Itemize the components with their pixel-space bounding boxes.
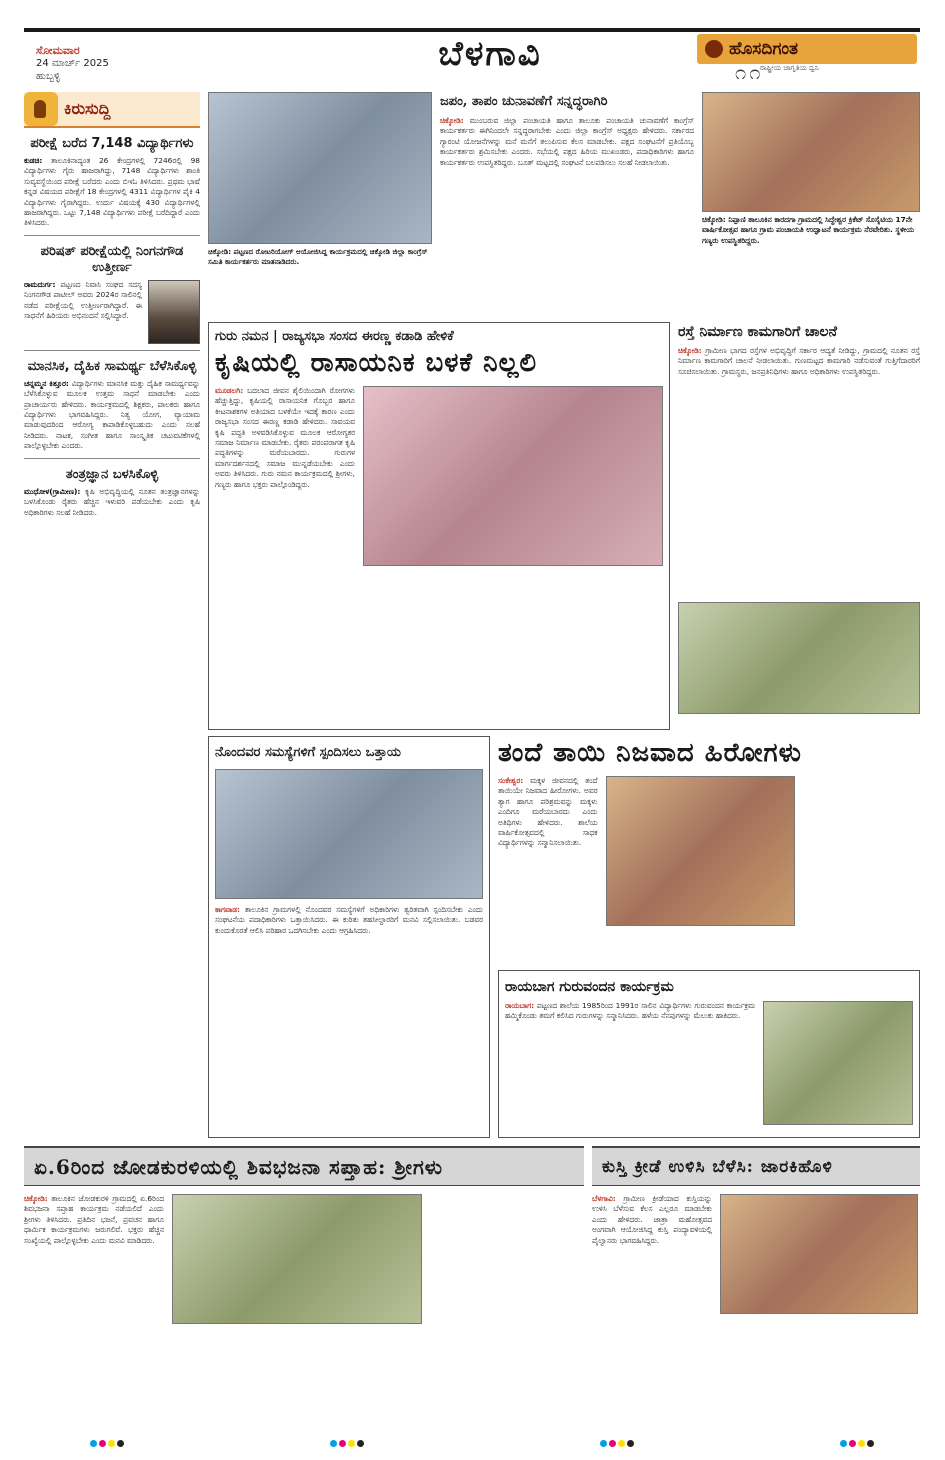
story-text: ಮಕ್ಕಳ ಜೀವನದಲ್ಲಿ ತಂದೆ ತಾಯಿಯೇ ನಿಜವಾದ ಹೀರೋಗಳು. ಅವರ ತ್ಯಾಗ ಹಾಗೂ ಪರಿಶ್ರಮವನ್ನು ಮಕ್ಕಳು ಎಂದಿಗೂ ಮರೆಯಬಾರದು ಎಂದು ಅತಿಥಿಗಳು ಹೇಳಿದರು. ಶಾಲೆಯ ವಾರ್ಷಿಕೋತ್ಸವದಲ್ಲಿ ಸಾಧಕ ವಿದ್ಯಾರ್ಥಿಗಳನ್ನು ಸನ್ಮಾನಿಸಲಾಯಿತು. <box>498 776 598 848</box>
kiru-suddi-column <box>24 92 200 1132</box>
brand-name: ಹೊಸದಿಗಂತ <box>729 39 799 59</box>
band-header <box>24 1146 584 1186</box>
story-text: ಬದಲಾದ ಜೀವನ ಶೈಲಿಯಿಂದಾಗಿ ರೋಗಗಳು ಹೆಚ್ಚುತ್ತಿದ್ದು, ಕೃಷಿಯಲ್ಲಿ ರಾಸಾಯನಿಕ ಗೊಬ್ಬರ ಹಾಗೂ ಕೀಟನಾಶಕಗಳ ಅತಿಯಾದ ಬಳಕೆಯೇ ಇದಕ್ಕೆ ಕಾರಣ ಎಂದು ರಾಜ್ಯಸಭಾ ಸಂಸದ ಈರಣ್ಣ ಕಡಾಡಿ ಹೇಳಿದರು. ಸಾವಯವ ಕೃಷಿ ಪದ್ಧತಿ ಅಳವಡಿಸಿಕೊಳ್ಳುವ ಮೂಲಕ ಆರೋಗ್ಯಕರ ಸಮಾಜ ನಿರ್ಮಾಣ ಮಾಡಬೇಕು. ರೈತರು ಪರಂಪರಾಗತ ಕೃಷಿ ಪದ್ಧತಿಗಳನ್ನು ಮರೆಯಬಾರದು. ಗುರುಗಳ ಮಾರ್ಗದರ್ಶನದಲ್ಲಿ ಸಮಾಜ ಮುನ್ನಡೆಯಬೇಕು ಎಂದು ಅವರು ತಿಳಿಸಿದರು. ಗುರು ನಮನ ಕಾರ್ಯಕ್ರಮದಲ್ಲಿ ಶ್ರೀಗಳು, ಗಣ್ಯರು ಹಾಗೂ ಭಕ್ತರು ಪಾಲ್ಗೊಂಡಿದ್ದರು. <box>215 386 355 489</box>
band-header <box>592 1146 920 1186</box>
brief-body <box>24 156 200 229</box>
story-headline: ತಂದೆ ತಾಯಿ ನಿಜವಾದ ಹಿರೋಗಳು <box>498 738 802 768</box>
brief-title: ಪರೀಕ್ಷೆ ಬರೆದ 7,148 ವಿದ್ಯಾರ್ಥಿಗಳು <box>30 136 194 151</box>
date: 24 ಮಾರ್ಚ್ 2025 <box>36 58 109 69</box>
news-photo <box>215 769 483 899</box>
brief-dateline: ರಾಮದುರ್ಗ: <box>24 279 56 289</box>
story-bhajana <box>24 1146 584 1432</box>
brief-dateline: ಚನ್ನಮ್ಮನ ಕಿತ್ತೂರ: <box>24 378 69 388</box>
story-body <box>215 386 355 686</box>
story-text: ಗ್ರಾಮೀಣ ಭಾಗದ ರಸ್ತೆಗಳ ಅಭಿವೃದ್ಧಿಗೆ ಸರ್ಕಾರ ಆದ್ಯತೆ ನೀಡಿದ್ದು, ಗ್ರಾಮದಲ್ಲಿ ನೂತನ ರಸ್ತೆ ನಿರ್ಮಾಣ ಕಾಮಗಾರಿಗೆ ಚಾಲನೆ ನೀಡಲಾಯಿತು. ಗುಣಮಟ್ಟದ ಕಾಮಗಾರಿ ನಡೆಸುವಂತೆ ಗುತ್ತಿಗೆದಾರರಿಗೆ ಸೂಚಿಸಲಾಯಿತು. ಗ್ರಾಮಸ್ಥರು, ಜನಪ್ರತಿನಿಧಿಗಳು ಹಾಗೂ ಅಧಿಕಾರಿಗಳು ಉಪಸ್ಥಿತರಿದ್ದರು. <box>678 346 920 376</box>
brief-title: ಮಾನಸಿಕ, ದೈಹಿಕ ಸಾಮರ್ಥ್ಯ ಬೆಳೆಸಿಕೊಳ್ಳಿ <box>27 358 197 374</box>
bottom-band <box>24 1146 920 1432</box>
story-headline: ಕೃಷಿಯಲ್ಲಿ ರಾಸಾಯನಿಕ ಬಳಕೆ ನಿಲ್ಲಲಿ <box>215 348 538 378</box>
photo-caption: ಚಿಕ್ಕೋಡಿ: ನಿಪ್ಪಾಣಿ ತಾಲೂಕಿನ ಕಾರದಗಾ ಗ್ರಾಮದಲ್ಲಿ ಸಿದ್ಧೇಶ್ವರ ಕ್ರಿಕೆಟ್ ಸೊಸೈಟಿಯ 17ನೇ ವಾರ್ಷಿಕೋತ್ಸವ ಹಾಗೂ ಗ್ರಾಮ ಪಂಚಾಯತಿ ಉದ್ಘಾಟನೆ ಕಾರ್ಯಕ್ರಮ ನೆರವೇರಿತು. ಸ್ಥಳೀಯ ಗಣ್ಯರು ಉಪಸ್ಥಿತರಿದ್ದರು. <box>702 215 915 245</box>
story-body <box>24 1194 164 1414</box>
divider <box>24 235 200 236</box>
story-tande-body-row <box>498 776 920 946</box>
brief-text: ಕೃಷಿ ಅಭಿವೃದ್ಧಿಯಲ್ಲಿ ನೂತನ ತಂತ್ರಜ್ಞಾನಗಳನ್ನು ಬಳಸಿಕೊಂಡು ರೈತರು ಹೆಚ್ಚಿನ ಇಳುವರಿ ಪಡೆಯಬೇಕು ಎಂದು ಕೃಷಿ ಅಧಿಕಾರಿಗಳು ಸಲಹೆ ನೀಡಿದರು. <box>24 486 200 517</box>
story-dateline: ಸಂಕೇಶ್ವರ: <box>498 776 524 785</box>
kiru-suddi-header <box>24 92 200 128</box>
news-photo <box>363 386 663 566</box>
divider <box>24 458 200 459</box>
story-body-continued <box>430 1194 580 1414</box>
news-photo <box>208 92 432 244</box>
news-photo <box>720 1194 918 1314</box>
story-rayabaga-body-row <box>505 1001 913 1125</box>
divider <box>24 350 200 351</box>
story-dateline: ಚಿಕ್ಕೋಡಿ: <box>678 346 702 355</box>
story-japam <box>440 92 694 316</box>
story-headline: ರಸ್ತೆ ನಿರ್ಮಾಣ ಕಾಮಗಾರಿಗೆ ಚಾಲನೆ <box>678 324 837 340</box>
story-dateline: ಚಿಕ್ಕೋಡಿ: <box>440 116 464 125</box>
story-text: ಮುಂಬರುವ ಜಿಲ್ಲಾ ಪಂಚಾಯತಿ ಹಾಗೂ ತಾಲೂಕು ಪಂಚಾಯತಿ ಚುನಾವಣೆಗೆ ಕಾಂಗ್ರೆಸ್ ಕಾರ್ಯಕರ್ತರು ಈಗಿನಿಂದಲೇ ಸನ್ನದ್ಧರಾಗಬೇಕು ಎಂದು ಜಿಲ್ಲಾ ಕಾಂಗ್ರೆಸ್ ಅಧ್ಯಕ್ಷರು ಹೇಳಿದರು. ಸರ್ಕಾರದ ಗ್ಯಾರಂಟಿ ಯೋಜನೆಗಳನ್ನು ಮನೆ ಮನೆಗೆ ತಲುಪಿಸುವ ಕೆಲಸ ಮಾಡಬೇಕು. ಪಕ್ಷದ ಸಂಘಟನೆಗೆ ಪ್ರತಿಯೊಬ್ಬ ಕಾರ್ಯಕರ್ತರು ಶ್ರಮಿಸಬೇಕು ಎಂದರು. ಸಭೆಯಲ್ಲಿ ಪಕ್ಷದ ಹಿರಿಯ ಮುಖಂಡರು, ಪದಾಧಿಕಾರಿಗಳು ಹಾಗೂ ಕಾರ್ಯಕರ್ತರು ಉಪಸ್ಥಿತರಿದ್ದರು. ಬೂತ್ ಮಟ್ಟದಲ್ಲಿ ಸಂಘಟನೆ ಬಲಪಡಿಸಲು ಸಲಹೆ ನೀಡಲಾಯಿತು. <box>440 116 695 167</box>
registration-marks <box>840 1440 874 1447</box>
story-body <box>505 1001 755 1125</box>
hand-icon <box>24 92 58 126</box>
date-box <box>36 44 166 83</box>
story-dateline: ಕಾಗವಾಡ: <box>215 905 240 914</box>
story-headline: ಜಪಂ, ತಾಪಂ ಚುನಾವಣೆಗೆ ಸನ್ನದ್ಧರಾಗಿರಿ <box>440 94 608 109</box>
masthead <box>0 0 945 86</box>
city-title: ಬೆಳಗಾವಿ <box>438 34 542 74</box>
story-kusti-body-row <box>592 1194 920 1414</box>
story-bhajana-body-row <box>24 1194 584 1414</box>
registration-marks <box>330 1440 364 1447</box>
top-left-photo-block <box>208 92 432 316</box>
photo-caption: ಚಿಕ್ಕೋಡಿ: ಪಟ್ಟಣದ ರೋಟರಿಯೋಗ್ ಆಯೋಜಿಸಿದ್ದ ಕಾರ್ಯಕ್ರಮದಲ್ಲಿ ಚಿಕ್ಕೋಡಿ ಜಿಲ್ಲಾ ಕಾಂಗ್ರೆಸ್ ಸಮಿತಿ ಕಾರ್ಯಕರ್ತರು ಮಾತನಾಡಿದರು. <box>208 247 428 266</box>
story-dateline: ಬೆಳಗಾವಿ: <box>592 1194 616 1203</box>
news-photo <box>172 1194 422 1324</box>
brief-text: ವಿದ್ಯಾರ್ಥಿಗಳು ಮಾನಸಿಕ ಮತ್ತು ದೈಹಿಕ ಸಾಮರ್ಥ್ಯವನ್ನು ಬೆಳೆಸಿಕೊಳ್ಳುವ ಮೂಲಕ ಉತ್ತಮ ಸಾಧನೆ ಮಾಡಬೇಕು ಎಂದು ಪ್ರಾಚಾರ್ಯರು ಹೇಳಿದರು. ಕಾರ್ಯಕ್ರಮದಲ್ಲಿ ಶಿಕ್ಷಕರು, ಪಾಲಕರು ಹಾಗೂ ವಿದ್ಯಾರ್ಥಿಗಳು ಭಾಗವಹಿಸಿದ್ದರು. ನಿತ್ಯ ಯೋಗ, ವ್ಯಾಯಾಮ ಮಾಡುವುದರಿಂದ ಆರೋಗ್ಯ ಕಾಪಾಡಿಕೊಳ್ಳಬಹುದು ಎಂದು ಸಲಹೆ ನೀಡಿದರು. ನಾಟಕ, ಸಂಗೀತ ಹಾಗೂ ಸಾಂಸ್ಕೃತಿಕ ಚಟುವಟಿಕೆಗಳಲ್ಲಿ ಪಾಲ್ಗೊಳ್ಳಬೇಕು ಎಂದರು. <box>24 378 200 451</box>
story-dateline: ರಾಯಬಾಗ: <box>505 1001 535 1010</box>
news-photo <box>702 92 920 212</box>
story-nondavara <box>208 736 490 1138</box>
brief-title: ತಂತ್ರಜ್ಞಾನ ಬಳಸಿಕೊಳ್ಳಿ <box>65 466 159 482</box>
story-text: ಪಟ್ಟಣದ ಶಾಲೆಯ 1985ರಿಂದ 1991ರ ಸಾಲಿನ ವಿದ್ಯಾರ್ಥಿಗಳು ಗುರುವಂದನ ಕಾರ್ಯಕ್ರಮ ಹಮ್ಮಿಕೊಂಡು ತಮಗೆ ಕಲಿಸಿದ ಗುರುಗಳನ್ನು ಸನ್ಮಾನಿಸಿದರು. ಹಳೆಯ ನೆನಪುಗಳನ್ನು ಮೆಲುಕು ಹಾಕಿದರು. <box>505 1001 755 1021</box>
kiru-suddi-label: ಕಿರುಸುದ್ದಿ <box>64 99 111 118</box>
story-headline: ನೊಂದವರ ಸಮಸ್ಯೆಗಳಿಗೆ ಸ್ಪಂದಿಸಲು ಒತ್ತಾಯ <box>215 745 401 760</box>
story-tande <box>498 736 920 966</box>
registration-marks <box>600 1440 634 1447</box>
story-dateline: ಮೂಡಲಗಿ: <box>215 386 244 395</box>
top-right-photo-block <box>702 92 920 316</box>
news-photo <box>763 1001 913 1125</box>
brief-with-photo <box>24 280 200 344</box>
story-body <box>498 776 598 946</box>
weekday: ಸೋಮವಾರ <box>36 44 80 57</box>
brand-logo <box>697 34 917 64</box>
story-text: ಗ್ರಾಮೀಣ ಕ್ರೀಡೆಯಾದ ಕುಸ್ತಿಯನ್ನು ಉಳಿಸಿ ಬೆಳೆಸುವ ಕೆಲಸ ಎಲ್ಲರೂ ಮಾಡಬೇಕು ಎಂದು ಹೇಳಿದರು. ಜಾತ್ರಾ ಮಹೋತ್ಸವದ ಅಂಗವಾಗಿ ಆಯೋಜಿಸಿದ್ದ ಕುಸ್ತಿ ಪಂದ್ಯಾವಳಿಯಲ್ಲಿ ಪೈಲ್ವಾನರು ಭಾಗವಹಿಸಿದ್ದರು. <box>592 1194 712 1245</box>
story-headline: ರಾಯಬಾಗ ಗುರುವಂದನ ಕಾರ್ಯಕ್ರಮ <box>505 979 674 995</box>
brief-text: ತಾಲೂಕಿನಾದ್ಯಂತ 26 ಕೇಂದ್ರಗಳಲ್ಲಿ 7246ರಲ್ಲಿ 98 ವಿದ್ಯಾರ್ಥಿಗಳು ಗೈರು ಹಾಜರಾಗಿದ್ದು, 7148 ವಿದ್ಯಾರ್ಥಿಗಳು ಶಾಂತಿ ಸುವ್ಯವಸ್ಥೆಯಿಂದ ಪರೀಕ್ಷೆ ಬರೆದರು ಎಂದು ಬಿಇಓ ತಿಳಿಸಿದರು. ಪ್ರಥಮ ಭಾಷೆ ಕನ್ನಡ ವಿಷಯದ ಪರೀಕ್ಷೆಗೆ 18 ಕೇಂದ್ರಗಳಲ್ಲಿ 4311 ವಿದ್ಯಾರ್ಥಿಗಳ ಪೈಕಿ 4 ವಿದ್ಯಾರ್ಥಿಗಳು ಗೈರಾಗಿದ್ದರು. ಉರ್ದು ವಿಷಯಕ್ಕೆ 430 ವಿದ್ಯಾರ್ಥಿಗಳಲ್ಲಿ ಹಾಜರಾಗಿದ್ದರು. ಒಟ್ಟು 7,148 ವಿದ್ಯಾರ್ಥಿಗಳು ಪರೀಕ್ಷೆ ಬರೆದಿದ್ದಾರೆ ಎಂದು ತಿಳಿಸಿದರು. <box>24 156 200 228</box>
story-body <box>440 116 694 168</box>
lotus-icon <box>705 40 723 58</box>
story-headline: ಏ.6ರಿಂದ ಜೋಡಕುರಳಿಯಲ್ಲಿ ಶಿವಭಜನಾ ಸಪ್ತಾಹ: ಶ್ರೀಗಳು <box>34 1154 444 1179</box>
story-rayabaga <box>498 970 920 1138</box>
story-headline: ಕುಸ್ತಿ ಕ್ರೀಡೆ ಉಳಿಸಿ ಬೆಳೆಸಿ: ಜಾರಕಿಹೊಳಿ <box>602 1156 833 1177</box>
brief-body <box>24 487 200 518</box>
news-photo <box>606 776 795 926</box>
brief-body <box>24 280 142 344</box>
brief-title: ಪರಿಷತ್ ಪರೀಕ್ಷೆಯಲ್ಲಿ ನಿಂಗನಗೌಡ ಉತ್ತೀರ್ಣ <box>40 243 184 275</box>
edition: ಹುಬ್ಬಳ್ಳಿ <box>36 71 61 82</box>
brand-tagline: ರಾಷ್ಟ್ರೀಯ ಜಾಗೃತಿಯ ಧ್ವನಿ <box>760 64 819 72</box>
story-raste <box>678 322 920 730</box>
page-number: ೧೧ <box>735 60 764 84</box>
story-body-continued <box>803 776 920 946</box>
brief-dateline: ಮುಧೋಳ(ಗ್ರಾಮೀಣ): <box>24 486 81 496</box>
story-text: ತಾಲೂಕಿನ ಗ್ರಾಮಗಳಲ್ಲಿ ನೊಂದವರ ಸಮಸ್ಯೆಗಳಿಗೆ ಅಧಿಕಾರಿಗಳು ತ್ವರಿತವಾಗಿ ಸ್ಪಂದಿಸಬೇಕು ಎಂದು ಸಂಘಟನೆಯ ಪದಾಧಿಕಾರಿಗಳು ಒತ್ತಾಯಿಸಿದರು. ಈ ಕುರಿತು ತಹಸೀಲ್ದಾರರಿಗೆ ಮನವಿ ಸಲ್ಲಿಸಲಾಯಿತು. ಬಡವರ ಕುಂದುಕೊರತೆ ಆಲಿಸಿ ಪರಿಹಾರ ಒದಗಿಸಬೇಕು ಎಂದು ಆಗ್ರಹಿಸಿದರು. <box>215 905 483 935</box>
brief-text: ಪಟ್ಟಣದ ನಿವಾಸಿ ಸಂಘದ ಸದಸ್ಯ ನಿಂಗನಗೌಡ ಪಾಟೀಲ್ ಅವರು 2024ರ ಸಾಲಿನಲ್ಲಿ ನಡೆದ ಪರೀಕ್ಷೆಯಲ್ಲಿ ಉತ್ತೀರ್ಣರಾಗಿದ್ದಾರೆ. ಈ ಸಾಧನೆಗೆ ಹಿರಿಯರು ಅಭಿನಂದನೆ ಸಲ್ಲಿಸಿದ್ದಾರೆ. <box>24 279 142 321</box>
masthead-rule <box>24 28 920 32</box>
brief-body <box>24 379 200 452</box>
story-kicker: ಗುರು ನಮನ | ರಾಜ್ಯಸಭಾ ಸಂಸದ ಈರಣ್ಣ ಕಡಾಡಿ ಹೇಳಿಕೆ <box>215 329 454 344</box>
story-body <box>678 346 920 596</box>
story-krushi-body-row <box>215 386 663 686</box>
story-kusti <box>592 1146 920 1432</box>
registration-marks <box>90 1440 124 1447</box>
story-body <box>592 1194 712 1414</box>
story-body <box>215 905 483 1125</box>
news-photo <box>678 602 920 714</box>
story-dateline: ಚಿಕ್ಕೋಡಿ: <box>24 1194 48 1203</box>
story-text: ತಾಲೂಕಿನ ಜೋಡಕುರಳಿ ಗ್ರಾಮದಲ್ಲಿ ಏ.6ರಿಂದ ಶಿವಭಜನಾ ಸಪ್ತಾಹ ಕಾರ್ಯಕ್ರಮ ನಡೆಯಲಿದೆ ಎಂದು ಶ್ರೀಗಳು ತಿಳಿಸಿದರು. ಪ್ರತಿದಿನ ಭಜನೆ, ಪ್ರವಚನ ಹಾಗೂ ಧಾರ್ಮಿಕ ಕಾರ್ಯಕ್ರಮಗಳು ಜರುಗಲಿವೆ. ಭಕ್ತರು ಹೆಚ್ಚಿನ ಸಂಖ್ಯೆಯಲ್ಲಿ ಪಾಲ್ಗೊಳ್ಳಬೇಕು ಎಂದು ಮನವಿ ಮಾಡಿದರು. <box>24 1194 164 1245</box>
portrait-photo <box>148 280 200 344</box>
story-krushi <box>208 322 670 730</box>
brief-dateline: ಕುಡಚಿ: <box>24 156 43 165</box>
